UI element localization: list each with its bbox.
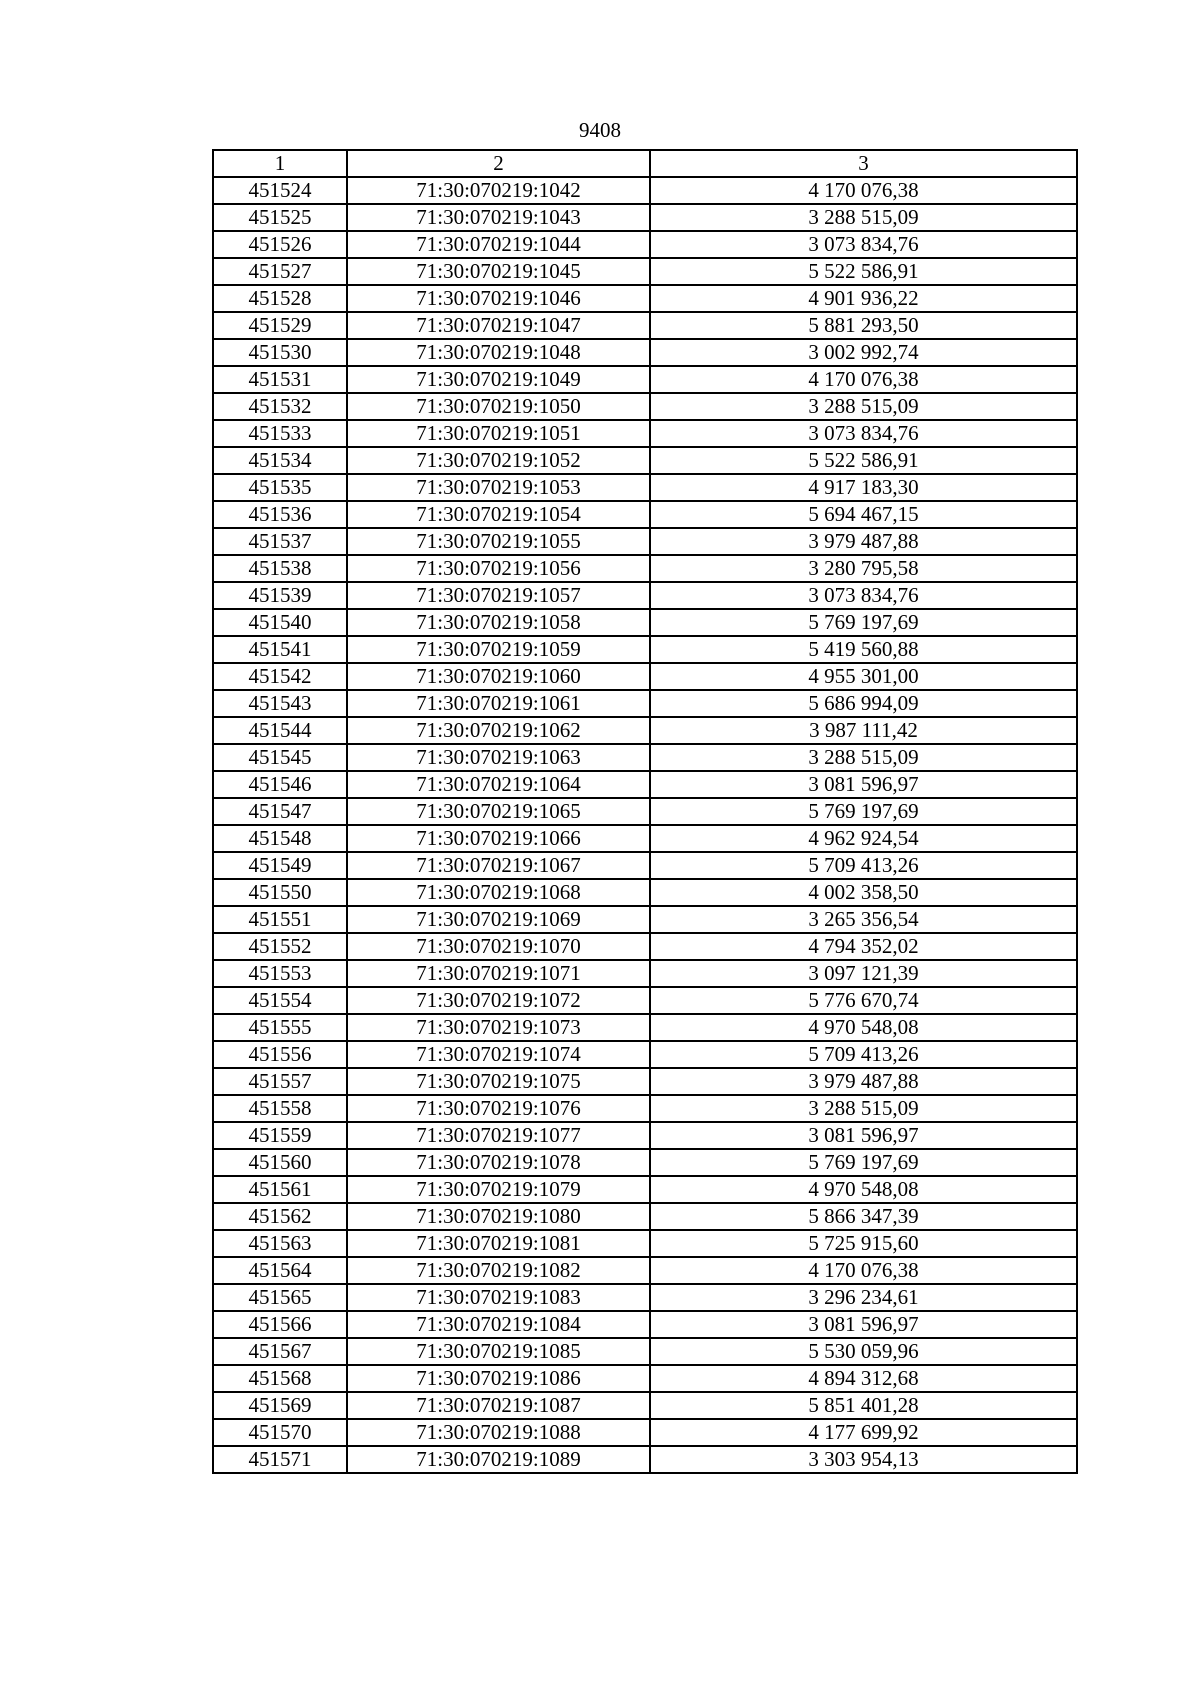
row-number-cell: 451553 [213,960,347,987]
table-row [213,960,1077,987]
table-row [213,987,1077,1014]
data-table [212,149,1078,1474]
table-row [213,1365,1077,1392]
row-number-cell: 451524 [213,177,347,204]
cadastral-number-cell: 71:30:070219:1057 [347,582,650,609]
table-row [213,393,1077,420]
table-row [213,1392,1077,1419]
cadastral-number-cell: 71:30:070219:1064 [347,771,650,798]
row-number-cell: 451564 [213,1257,347,1284]
value-cell: 3 288 515,09 [650,393,1077,420]
row-number-cell: 451527 [213,258,347,285]
column-header: 1 [213,150,347,177]
table-row [213,852,1077,879]
row-number-cell: 451532 [213,393,347,420]
value-cell: 4 170 076,38 [650,1257,1077,1284]
page-number: 9408 [579,118,621,142]
table-row [213,258,1077,285]
cadastral-number-cell: 71:30:070219:1077 [347,1122,650,1149]
row-number-cell: 451558 [213,1095,347,1122]
row-number-cell: 451554 [213,987,347,1014]
table-row [213,798,1077,825]
table-row [213,1257,1077,1284]
value-cell: 3 097 121,39 [650,960,1077,987]
value-cell: 4 177 699,92 [650,1419,1077,1446]
row-number-cell: 451530 [213,339,347,366]
row-number-cell: 451545 [213,744,347,771]
table-row [213,231,1077,258]
table-row [213,312,1077,339]
table-row [213,771,1077,798]
value-cell: 5 776 670,74 [650,987,1077,1014]
cadastral-number-cell: 71:30:070219:1047 [347,312,650,339]
table-body [213,177,1077,1473]
row-number-cell: 451565 [213,1284,347,1311]
row-number-cell: 451569 [213,1392,347,1419]
cadastral-number-cell: 71:30:070219:1074 [347,1041,650,1068]
value-cell: 5 709 413,26 [650,852,1077,879]
table-row [213,1230,1077,1257]
table-row [213,636,1077,663]
row-number-cell: 451555 [213,1014,347,1041]
table-row [213,177,1077,204]
cadastral-number-cell: 71:30:070219:1076 [347,1095,650,1122]
value-cell: 5 522 586,91 [650,447,1077,474]
row-number-cell: 451525 [213,204,347,231]
cadastral-number-cell: 71:30:070219:1063 [347,744,650,771]
value-cell: 4 970 548,08 [650,1176,1077,1203]
row-number-cell: 451543 [213,690,347,717]
cadastral-number-cell: 71:30:070219:1084 [347,1311,650,1338]
table-row [213,366,1077,393]
cadastral-number-cell: 71:30:070219:1054 [347,501,650,528]
value-cell: 5 725 915,60 [650,1230,1077,1257]
row-number-cell: 451538 [213,555,347,582]
row-number-cell: 451533 [213,420,347,447]
value-cell: 4 955 301,00 [650,663,1077,690]
table-row [213,474,1077,501]
table-row [213,1014,1077,1041]
value-cell: 4 170 076,38 [650,177,1077,204]
cadastral-number-cell: 71:30:070219:1082 [347,1257,650,1284]
value-cell: 3 280 795,58 [650,555,1077,582]
table-row [213,744,1077,771]
table-row [213,501,1077,528]
value-cell: 3 288 515,09 [650,204,1077,231]
cadastral-number-cell: 71:30:070219:1052 [347,447,650,474]
value-cell: 4 002 358,50 [650,879,1077,906]
value-cell: 3 073 834,76 [650,420,1077,447]
table-row [213,528,1077,555]
row-number-cell: 451544 [213,717,347,744]
table-row [213,555,1077,582]
table-row [213,879,1077,906]
table-row [213,1203,1077,1230]
table-row [213,1041,1077,1068]
cadastral-number-cell: 71:30:070219:1072 [347,987,650,1014]
value-cell: 5 419 560,88 [650,636,1077,663]
cadastral-number-cell: 71:30:070219:1085 [347,1338,650,1365]
row-number-cell: 451567 [213,1338,347,1365]
row-number-cell: 451566 [213,1311,347,1338]
value-cell: 3 987 111,42 [650,717,1077,744]
row-number-cell: 451556 [213,1041,347,1068]
row-number-cell: 451536 [213,501,347,528]
table-row [213,420,1077,447]
cadastral-number-cell: 71:30:070219:1059 [347,636,650,663]
value-cell: 3 979 487,88 [650,1068,1077,1095]
row-number-cell: 451560 [213,1149,347,1176]
table-row [213,1284,1077,1311]
value-cell: 4 962 924,54 [650,825,1077,852]
cadastral-number-cell: 71:30:070219:1043 [347,204,650,231]
value-cell: 3 081 596,97 [650,1122,1077,1149]
cadastral-number-cell: 71:30:070219:1055 [347,528,650,555]
cadastral-number-cell: 71:30:070219:1081 [347,1230,650,1257]
cadastral-number-cell: 71:30:070219:1073 [347,1014,650,1041]
value-cell: 4 901 936,22 [650,285,1077,312]
cadastral-number-cell: 71:30:070219:1045 [347,258,650,285]
cadastral-number-cell: 71:30:070219:1060 [347,663,650,690]
cadastral-number-cell: 71:30:070219:1087 [347,1392,650,1419]
table-row [213,663,1077,690]
cadastral-number-cell: 71:30:070219:1071 [347,960,650,987]
value-cell: 5 530 059,96 [650,1338,1077,1365]
value-cell: 4 970 548,08 [650,1014,1077,1041]
cadastral-number-cell: 71:30:070219:1042 [347,177,650,204]
table-row [213,1095,1077,1122]
cadastral-number-cell: 71:30:070219:1050 [347,393,650,420]
row-number-cell: 451528 [213,285,347,312]
value-cell: 4 170 076,38 [650,366,1077,393]
value-cell: 3 296 234,61 [650,1284,1077,1311]
table-row [213,1338,1077,1365]
cadastral-number-cell: 71:30:070219:1083 [347,1284,650,1311]
value-cell: 5 866 347,39 [650,1203,1077,1230]
table-row [213,285,1077,312]
cadastral-number-cell: 71:30:070219:1056 [347,555,650,582]
cadastral-number-cell: 71:30:070219:1049 [347,366,650,393]
value-cell: 3 303 954,13 [650,1446,1077,1473]
row-number-cell: 451529 [213,312,347,339]
row-number-cell: 451540 [213,609,347,636]
value-cell: 3 081 596,97 [650,771,1077,798]
row-number-cell: 451559 [213,1122,347,1149]
value-cell: 3 979 487,88 [650,528,1077,555]
table-header-row [213,150,1077,177]
value-cell: 3 073 834,76 [650,231,1077,258]
value-cell: 5 881 293,50 [650,312,1077,339]
row-number-cell: 451563 [213,1230,347,1257]
table-row [213,1176,1077,1203]
value-cell: 3 002 992,74 [650,339,1077,366]
row-number-cell: 451539 [213,582,347,609]
row-number-cell: 451550 [213,879,347,906]
row-number-cell: 451541 [213,636,347,663]
row-number-cell: 451535 [213,474,347,501]
cadastral-number-cell: 71:30:070219:1065 [347,798,650,825]
column-header: 3 [650,150,1077,177]
value-cell: 4 917 183,30 [650,474,1077,501]
value-cell: 5 522 586,91 [650,258,1077,285]
row-number-cell: 451568 [213,1365,347,1392]
table-row [213,447,1077,474]
value-cell: 5 709 413,26 [650,1041,1077,1068]
cadastral-number-cell: 71:30:070219:1086 [347,1365,650,1392]
table-row [213,339,1077,366]
table-row [213,582,1077,609]
table-row [213,1419,1077,1446]
cadastral-number-cell: 71:30:070219:1062 [347,717,650,744]
cadastral-number-cell: 71:30:070219:1079 [347,1176,650,1203]
value-cell: 3 288 515,09 [650,1095,1077,1122]
row-number-cell: 451547 [213,798,347,825]
row-number-cell: 451537 [213,528,347,555]
table-row [213,933,1077,960]
table-row [213,204,1077,231]
cadastral-number-cell: 71:30:070219:1066 [347,825,650,852]
value-cell: 3 288 515,09 [650,744,1077,771]
row-number-cell: 451546 [213,771,347,798]
table-row [213,906,1077,933]
row-number-cell: 451534 [213,447,347,474]
value-cell: 5 694 467,15 [650,501,1077,528]
value-cell: 5 686 994,09 [650,690,1077,717]
cadastral-number-cell: 71:30:070219:1044 [347,231,650,258]
row-number-cell: 451557 [213,1068,347,1095]
cadastral-number-cell: 71:30:070219:1075 [347,1068,650,1095]
row-number-cell: 451542 [213,663,347,690]
row-number-cell: 451561 [213,1176,347,1203]
value-cell: 5 769 197,69 [650,609,1077,636]
cadastral-number-cell: 71:30:070219:1068 [347,879,650,906]
value-cell: 3 073 834,76 [650,582,1077,609]
column-header: 2 [347,150,650,177]
cadastral-number-cell: 71:30:070219:1048 [347,339,650,366]
cadastral-number-cell: 71:30:070219:1046 [347,285,650,312]
row-number-cell: 451552 [213,933,347,960]
row-number-cell: 451531 [213,366,347,393]
table-row [213,1446,1077,1473]
row-number-cell: 451549 [213,852,347,879]
cadastral-number-cell: 71:30:070219:1070 [347,933,650,960]
value-cell: 3 081 596,97 [650,1311,1077,1338]
value-cell: 5 769 197,69 [650,798,1077,825]
row-number-cell: 451551 [213,906,347,933]
row-number-cell: 451548 [213,825,347,852]
row-number-cell: 451571 [213,1446,347,1473]
table-row [213,1311,1077,1338]
cadastral-number-cell: 71:30:070219:1058 [347,609,650,636]
cadastral-number-cell: 71:30:070219:1078 [347,1149,650,1176]
value-cell: 3 265 356,54 [650,906,1077,933]
table-row [213,1149,1077,1176]
value-cell: 5 769 197,69 [650,1149,1077,1176]
table-row [213,825,1077,852]
value-cell: 4 894 312,68 [650,1365,1077,1392]
cadastral-number-cell: 71:30:070219:1067 [347,852,650,879]
table-row [213,1122,1077,1149]
table-row [213,1068,1077,1095]
cadastral-number-cell: 71:30:070219:1053 [347,474,650,501]
table-row [213,717,1077,744]
cadastral-number-cell: 71:30:070219:1051 [347,420,650,447]
row-number-cell: 451526 [213,231,347,258]
cadastral-number-cell: 71:30:070219:1080 [347,1203,650,1230]
cadastral-number-cell: 71:30:070219:1061 [347,690,650,717]
table-row [213,690,1077,717]
cadastral-number-cell: 71:30:070219:1088 [347,1419,650,1446]
cadastral-number-cell: 71:30:070219:1089 [347,1446,650,1473]
value-cell: 5 851 401,28 [650,1392,1077,1419]
value-cell: 4 794 352,02 [650,933,1077,960]
row-number-cell: 451562 [213,1203,347,1230]
row-number-cell: 451570 [213,1419,347,1446]
table-row [213,609,1077,636]
cadastral-number-cell: 71:30:070219:1069 [347,906,650,933]
